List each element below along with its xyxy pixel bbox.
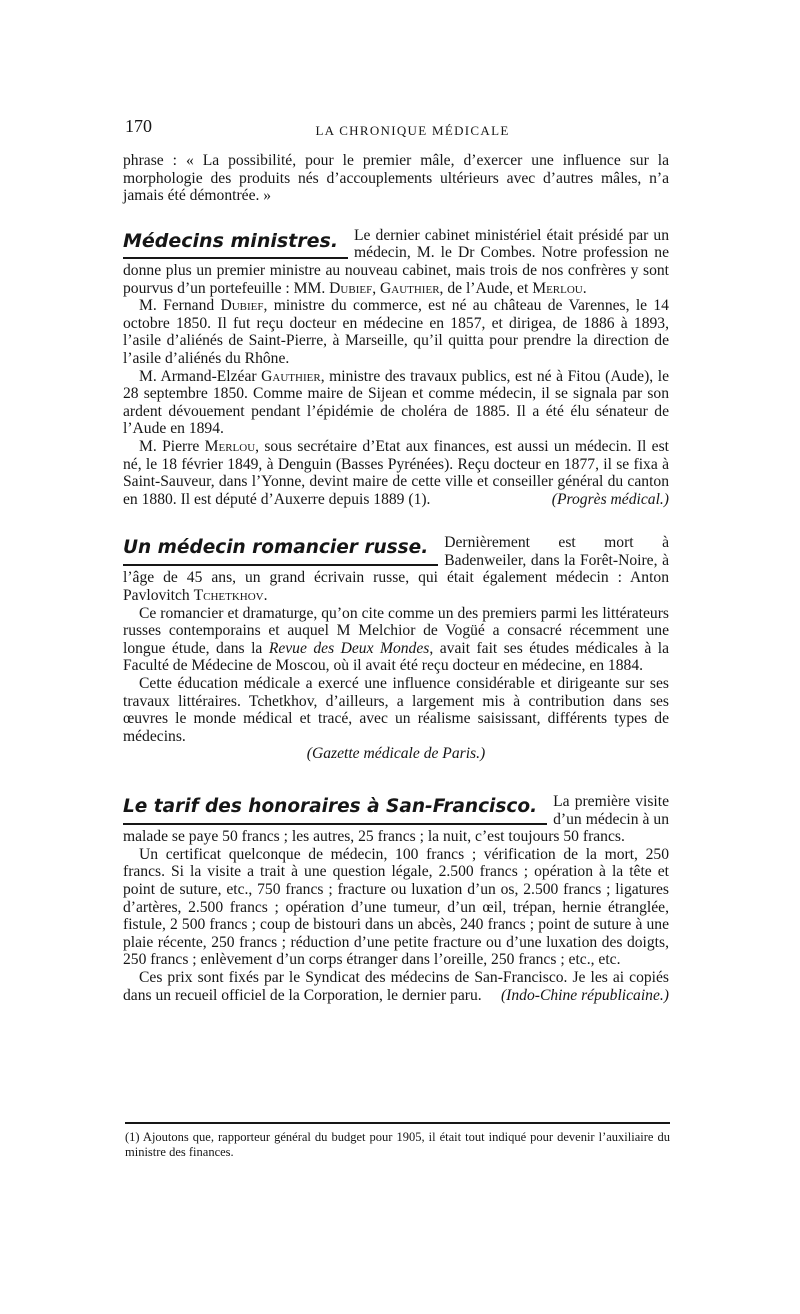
source-line (123, 745, 669, 763)
source-citation: (Gazette médicale de Paris.) (306, 745, 486, 763)
section-heading: Un médecin romancier russe. (123, 534, 438, 566)
source-citation: (Progrès médical.) (551, 490, 669, 508)
intro-paragraph: phrase : « La possibilité, pour le premier mâle, d’exercer une influence sur la morphologie des produits nés d’accouplements ultérieurs avec d’autres mâles, n’a jamais été démontrée. » (123, 152, 669, 205)
footnote-rule (125, 1122, 670, 1124)
page-header (125, 118, 670, 140)
section-tarif-honoraires: Le tarif des honoraires à San-Francisco. La première visite d’un médecin à un malade se paye 50 francs ; les autres, 25 francs ; la nuit, c’est toujours 50 francs. (123, 793, 669, 846)
running-title: LA CHRONIQUE MÉDICALE (315, 123, 510, 138)
paragraph: Ce romancier et dramaturge, qu’on cite comme un des premiers parmi les littérateurs russes contemporains et auquel M Melchior de Vogüé a consacré récemment une longue étude, dans la Revue des Deux Mondes, avait fait ses études médicales à la Faculté de Médecine de Moscou, où il avait été reçu docteur en médecine, en 1884. (123, 604, 670, 675)
page-number: 170 (125, 116, 152, 136)
source-citation: (Indo-Chine républicaine.) (500, 986, 669, 1004)
paragraph: Ces prix sont fixés par le Syndicat des médecins de San-Francisco. Je les ai copiés dans un recueil officiel de la Corporation, le dernier paru. (Indo-Chine républicaine.) (123, 968, 669, 1004)
paragraph: M. Fernand Dubief, ministre du commerce, est né au château de Varennes, le 14 octobre 1850. Il fut reçu docteur en médecine en 1857, et dirigea, de 1886 à 1893, l’asile d’aliénés de Saint-Pierre, à Marseille, qu’il quitta pour prendre la direction de l’asile d’aliénés du Rhône. (123, 297, 669, 367)
section-heading: Le tarif des honoraires à San-Francisco. (123, 793, 547, 825)
paragraph: M. Pierre Merlou, sous secrétaire d’Etat aux finances, est aussi un médecin. Il est né, le 18 février 1849, à Denguin (Basses Pyrénées). Reçu docteur en 1877, il se fixa à Saint-Sauveur, dans l’Yonne, devint maire de cette ville et conseiller général du canton en 1880. Il est député d’Auxerre depuis 1889 (1). (Progrès médical.) (123, 437, 669, 508)
paragraph: Cette éducation médicale a exercé une influence considérable et dirigeante sur ses travaux littéraires. Tchetkhov, d’ailleurs, a largement mis à contribution dans ses œuvres le monde médical et tracé, avec un réalisme saisissant, différents types de médecins. (123, 675, 669, 745)
section-medecins-ministres: Médecins ministres. Le dernier cabinet ministériel était présidé par un médecin, M. le Dr Combes. Notre profession ne donne plus un premier ministre au nouveau cabinet, mais trois de nos confrères y sont pourvus d’un portefeuille : MM. Dubief, Gauthier, de l’Aude, et Merlou. (123, 226, 669, 297)
paragraph: M. Armand-Elzéar Gauthier, ministre des travaux publics, est né à Fitou (Aude), le 28 septembre 1850. Comme maire de Sijean et comme médecin, il se signala par son ardent dévouement pendant l’épidémie de choléra de 1885. Il a été élu sénateur de l’Aude en 1894. (123, 367, 669, 438)
paragraph: Un certificat quelconque de médecin, 100 francs ; vérification de la mort, 250 francs. Si la visite a trait à une question légale, 2.500 francs ; opération à la tête et point de suture, etc., 750 francs ; fracture ou luxation d’un os, 2.500 francs ; ligatures d’artères, 2.500 francs ; opération d’une tumeur, d’un œil, trépan, hernie étranglée, fistule, 2 500 francs ; coup de bistouri dans un abcès, 240 francs ; point de suture à une plaie récente, 250 francs ; réduction d’une petite fracture ou d’une luxation des doigts, 250 francs ; enlèvement d’un corps étranger dans l’oreille, 250 francs ; etc., etc. (123, 845, 669, 969)
footnote: (1) Ajoutons que, rapporteur général du budget pour 1905, il était tout indiqué pour devenir l’auxiliaire du ministre des finances. (125, 1130, 670, 1159)
section-medecin-romancier: Un médecin romancier russe. Dernièrement est mort à Badenweiler, dans la Forêt-Noire, à l’âge de 45 ans, un grand écrivain russe, qui était également médecin : Anton Pavlovitch Tchetkhov. (123, 534, 669, 605)
section-heading: Médecins ministres. (123, 227, 348, 259)
page-body (123, 152, 669, 1004)
